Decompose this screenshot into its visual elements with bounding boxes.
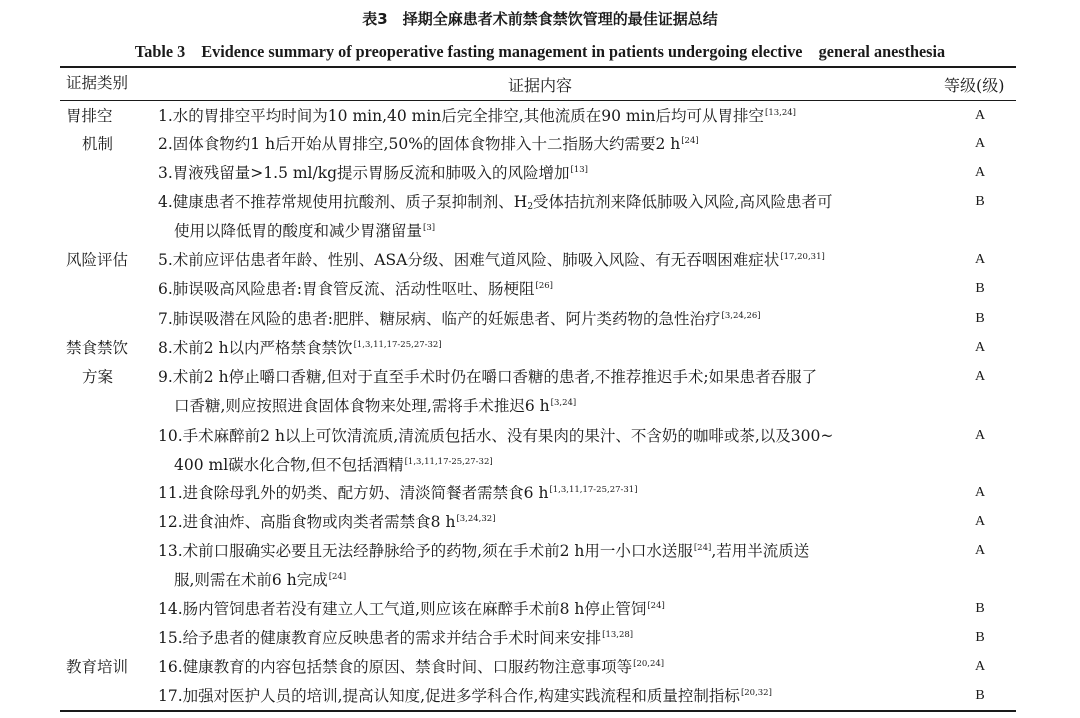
table-bottom-rule <box>60 710 1016 712</box>
evidence-6-text: 6.肺误吸高风险患者:胃食管反流、活动性呕吐、肠梗阻[26] <box>158 280 553 298</box>
evidence-5-grade: A <box>974 252 986 267</box>
table-header-rule <box>60 100 1016 101</box>
evidence-1-text: 1.水的胃排空平均时间为10 min,40 min后完全排空,其他流质在90 min后均可从胃排空[13,24] <box>158 107 796 125</box>
evidence-10-grade: A <box>974 428 986 443</box>
evidence-13-text-cont: 服,则需在术前6 h完成[24] <box>174 571 347 589</box>
evidence-2-grade: A <box>974 136 986 151</box>
category-fasting-plan-line2: 方案 <box>82 368 114 386</box>
evidence-10-text: 10.手术麻醉前2 h以上可饮清流质,清流质包括水、没有果肉的果汁、不含奶的咖啡或茶,以及300~ <box>158 427 834 445</box>
evidence-16-text: 16.健康教育的内容包括禁食的原因、禁食时间、口服药物注意事项等[20,24] <box>158 658 665 676</box>
evidence-15-text: 15.给予患者的健康教育应反映患者的需求并结合手术时间来安排[13,28] <box>158 629 634 647</box>
evidence-9-grade: A <box>974 369 986 384</box>
header-category: 证据类别 <box>66 74 129 92</box>
evidence-4-text: 4.健康患者不推荐常规使用抗酸剂、质子泵抑制剂、$H_2$受体拮抗剂来降低肺吸入风险,高风险患者可 <box>158 193 833 212</box>
evidence-7-text: 7.肺误吸潜在风险的患者:肥胖、糖尿病、临产的妊娠患者、阿片类药物的急性治疗[3,24,26] <box>158 310 761 328</box>
evidence-10-text-cont: 400 ml碳水化合物,但不包括酒精[1,3,11,17-25,27-32] <box>174 456 493 474</box>
evidence-8-grade: A <box>974 340 986 355</box>
evidence-17-text: 17.加强对医护人员的培训,提高认知度,促进多学科合作,构建实践流程和质量控制指标[20,32] <box>158 687 772 705</box>
category-education-training: 教育培训 <box>66 658 129 676</box>
evidence-9-text: 9.术前2 h停止嚼口香糖,但对于直至手术时仍在嚼口香糖的患者,不推荐推迟手术;如果患者吞服了 <box>158 368 818 386</box>
header-grade: 等级(级) <box>944 76 1005 95</box>
category-fasting-plan-line1: 禁食禁饮 <box>66 339 129 357</box>
evidence-16-grade: A <box>974 659 986 674</box>
evidence-14-grade: B <box>975 601 985 616</box>
evidence-14-text: 14.肠内管饲患者若没有建立人工气道,则应该在麻醉手术前8 h停止管饲[24] <box>158 600 665 618</box>
header-content: 证据内容 <box>507 76 572 95</box>
evidence-12-text: 12.进食油炸、高脂食物或肉类者需禁食8 h[3,24,32] <box>158 513 496 531</box>
evidence-7-grade: B <box>975 311 985 326</box>
table-caption-en: Table 3 Evidence summary of preoperative fasting management in patients undergoing elective general anesthesia <box>134 42 946 61</box>
evidence-11-text: 11.进食除母乳外的奶类、配方奶、清淡简餐者需禁食6 h[1,3,11,17-25,27-31] <box>158 484 638 502</box>
category-gastric-emptying-line1: 胃排空 <box>66 107 113 125</box>
evidence-15-grade: B <box>975 630 985 645</box>
evidence-12-grade: A <box>974 514 986 529</box>
evidence-3-text: 3.胃液残留量>1.5 ml/kg提示胃肠反流和肺吸入的风险增加[13] <box>158 164 588 182</box>
table-top-rule <box>60 66 1016 68</box>
evidence-17-grade: B <box>975 688 985 703</box>
evidence-9-text-cont: 口香糖,则应按照进食固体食物来处理,需将手术推迟6 h[3,24] <box>174 397 577 415</box>
category-gastric-emptying-line2: 机制 <box>82 135 114 153</box>
evidence-13-text: 13.术前口服确实必要且无法经静脉给予的药物,须在手术前2 h用一小口水送服[24],若用半流质送 <box>158 542 810 560</box>
evidence-8-text: 8.术前2 h以内严格禁食禁饮[1,3,11,17-25,27-32] <box>158 339 442 357</box>
evidence-3-grade: A <box>974 165 986 180</box>
evidence-6-grade: B <box>975 281 985 296</box>
evidence-5-text: 5.术前应评估患者年龄、性别、ASA分级、困难气道风险、肺吸入风险、有无吞咽困难症状[17,20,31] <box>158 251 825 269</box>
evidence-4-grade: B <box>975 194 985 209</box>
evidence-1-grade: A <box>974 108 986 123</box>
table-caption-cn: 表3 择期全麻患者术前禁食禁饮管理的最佳证据总结 <box>362 10 718 28</box>
evidence-11-grade: A <box>974 485 986 500</box>
evidence-2-text: 2.固体食物约1 h后开始从胃排空,50%的固体食物排入十二指肠大约需要2 h[24] <box>158 135 699 153</box>
evidence-13-grade: A <box>974 543 986 558</box>
category-risk-assessment: 风险评估 <box>66 251 129 269</box>
evidence-4-text-cont: 使用以降低胃的酸度和减少胃潴留量[3] <box>174 222 436 240</box>
